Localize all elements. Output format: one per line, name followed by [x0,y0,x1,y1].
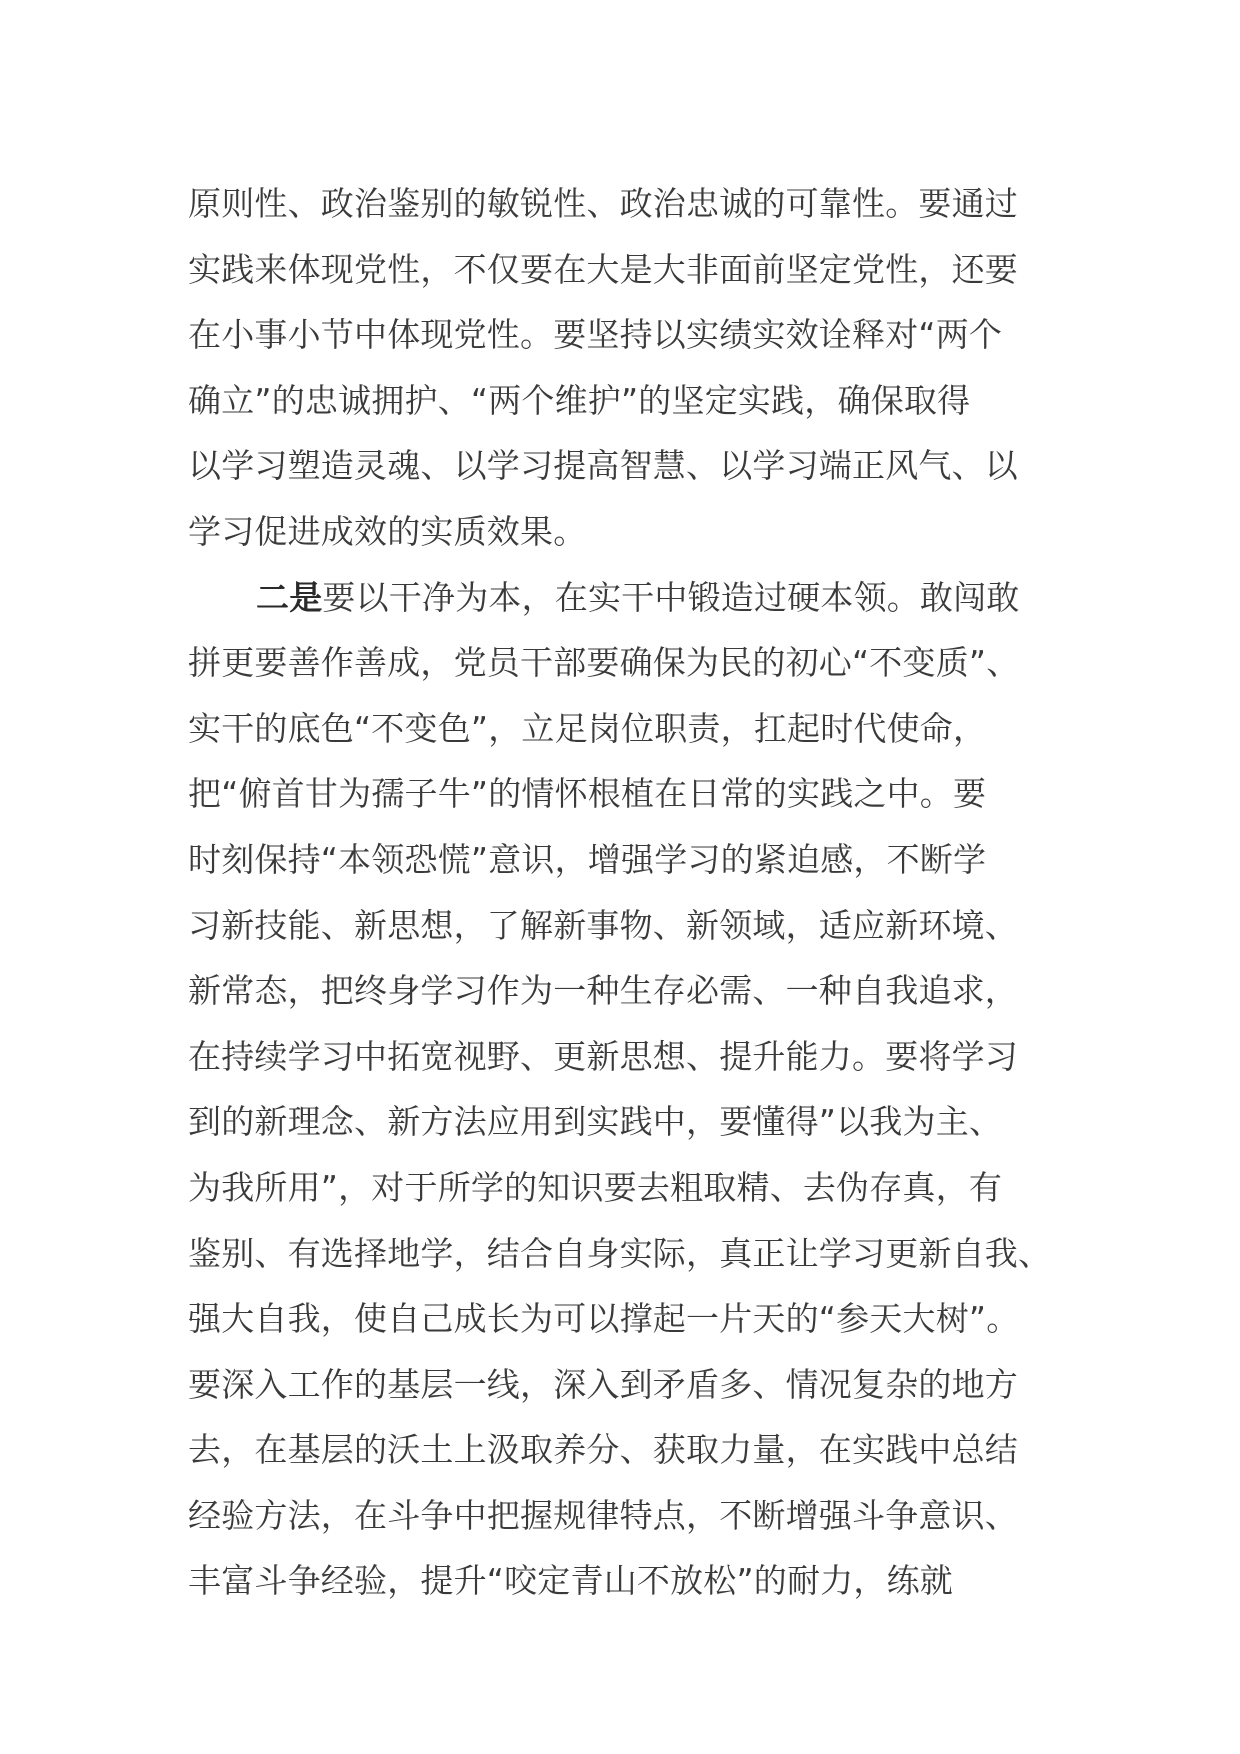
text-line: 丰富斗争经验，提升“咬定青山不放松”的耐力，练就 [188,1561,953,1601]
text-line: 鉴别、有选择地学，结合自身实际，真正让学习更新自我、 [188,1233,1052,1273]
text-line: 在小事小节中体现党性。要坚持以实绩实效诠释对“两个 [188,315,1003,355]
text-line: 去，在基层的沃土上汲取养分、获取力量，在实践中总结 [188,1430,1018,1470]
paragraph-lead-line [188,565,1068,631]
paragraph-lead-bold: 二是 [256,577,323,617]
text-line: 原则性、政治鉴别的敏锐性、政治忠诚的可靠性。要通过 [188,184,1018,223]
text-line: 习新技能、新思想，了解新事物、新领域，适应新环境、 [188,905,1018,945]
text-line: 确立”的忠诚拥护、“两个维护”的坚定实践，确保取得 [188,380,971,420]
text-line: 拼更要善作善成，党员干部要确保为民的初心“不变质”、 [188,643,1020,683]
text-line: 经验方法，在斗争中把握规律特点，不断增强斗争意识、 [188,1495,1018,1535]
body-text [188,171,1068,1614]
text-line: 要深入工作的基层一线，深入到矛盾多、情况复杂的地方 [188,1364,1018,1404]
text-line: 实干的底色“不变色”，立足岗位职责，扛起时代使命， [188,708,987,748]
text-line: 学习促进成效的实质效果。 [188,511,587,551]
text-line: 时刻保持“本领恐慌”意识，增强学习的紧迫感，不断学 [188,839,987,879]
text-line: 把“俯首甘为孺子牛”的情怀根植在日常的实践之中。要 [188,774,987,814]
text-line: 新常态，把终身学习作为一种生存必需、一种自我追求， [188,971,1018,1011]
text-line: 为我所用”，对于所学的知识要去粗取精、去伪存真，有 [188,1167,1003,1207]
text-line: 在持续学习中拓宽视野、更新思想、提升能力。要将学习 [188,1036,1018,1076]
text-line: 实践来体现党性，不仅要在大是大非面前坚定党性，还要 [188,249,1018,289]
paragraph-lead-rest: 要以干净为本，在实干中锻造过硬本领。敢闯敢 [322,577,1020,617]
text-line: 到的新理念、新方法应用到实践中，要懂得”以我为主、 [188,1102,1003,1142]
text-line: 强大自我，使自己成长为可以撑起一片天的“参天大树”。 [188,1299,1020,1339]
text-line: 以学习塑造灵魂、以学习提高智慧、以学习端正风气、以 [188,446,1018,486]
